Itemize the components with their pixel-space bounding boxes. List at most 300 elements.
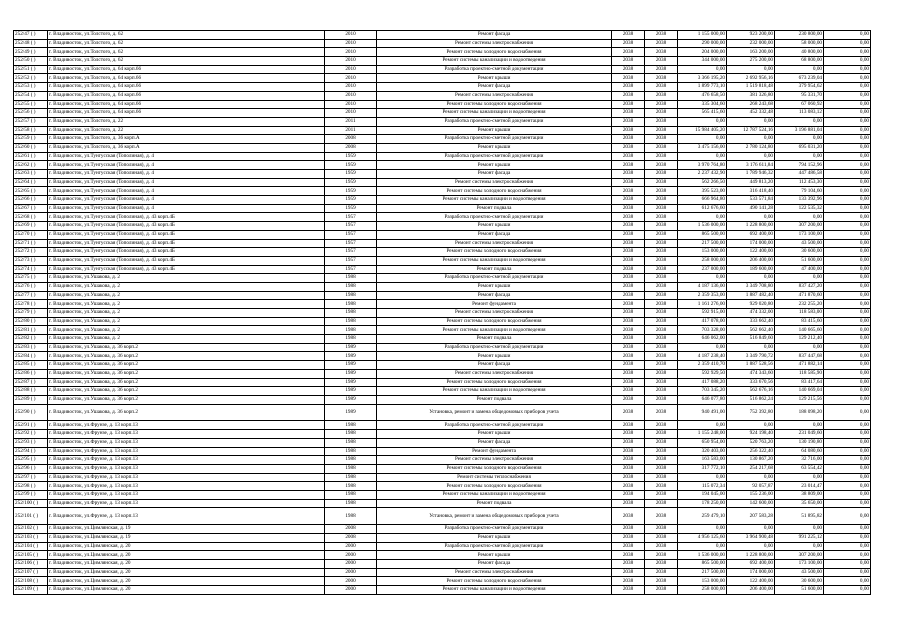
table-row — [14, 499, 871, 508]
fund-cost-cell: 381 326,80 — [727, 91, 775, 100]
total-cost-cell: 592 929,50 — [678, 369, 727, 378]
total-cost-cell: 476 658,50 — [678, 91, 727, 100]
build-year-cell: 2010 — [325, 100, 377, 109]
plan-year-end-cell: 2038 — [645, 135, 678, 144]
work-type-cell: Ремонт крыши — [377, 352, 612, 361]
work-type-cell: Ремонт системы холодного водоснабжения — [377, 187, 612, 196]
work-type-cell: Ремонт крыши — [377, 282, 612, 291]
build-year-cell: 1988 — [325, 430, 377, 439]
address-cell: г. Владивосток, ул.Ушакова, д. 2 — [48, 326, 325, 335]
owners-cost-cell: 307 200,00 — [775, 551, 824, 560]
owners-cost-cell: 0,00 — [775, 274, 824, 283]
owners-cost-cell: 43 500,00 — [775, 568, 824, 577]
other-cost-cell: 0,00 — [824, 551, 871, 560]
plan-year-start-cell: 2038 — [612, 135, 645, 144]
row-id-cell: 252/49 ( ) — [14, 48, 48, 57]
row-id-cell: 252/95 ( ) — [14, 456, 48, 465]
owners-cost-cell: 140 665,60 — [775, 326, 824, 335]
table-row — [14, 126, 871, 135]
owners-cost-cell: 0,00 — [775, 65, 824, 74]
address-cell: г. Владивосток, ул.Тунгусская (Тополиная), д. 43 корп.4Б — [48, 213, 325, 222]
fund-cost-cell: 92 057,87 — [727, 482, 775, 491]
plan-year-start-cell: 2038 — [612, 65, 645, 74]
other-cost-cell: 0,00 — [824, 335, 871, 344]
fund-cost-cell: 0,00 — [727, 152, 775, 161]
other-cost-cell: 0,00 — [824, 187, 871, 196]
work-type-cell: Ремонт системы холодного водоснабжения — [377, 577, 612, 586]
owners-cost-cell: 129 212,40 — [775, 335, 824, 344]
build-year-cell: 1988 — [325, 326, 377, 335]
plan-year-start-cell: 2038 — [612, 438, 645, 447]
fund-cost-cell: 0,00 — [727, 274, 775, 283]
plan-year-end-cell: 2038 — [645, 57, 678, 66]
build-year-cell: 1959 — [325, 161, 377, 170]
plan-year-end-cell: 2038 — [645, 170, 678, 179]
total-cost-cell: 417 078,00 — [678, 317, 727, 326]
address-cell: г. Владивосток, ул.Фрунзе, д. 13 корп.13 — [48, 490, 325, 499]
table-row — [14, 83, 871, 92]
owners-cost-cell: 122 535,32 — [775, 204, 824, 213]
row-id-cell: 252/76 ( ) — [14, 282, 48, 291]
address-cell: г. Владивосток, ул.Тунгусская (Тополиная), д. 4 — [48, 187, 325, 196]
plan-year-end-cell: 2038 — [645, 300, 678, 309]
plan-year-end-cell: 2038 — [645, 239, 678, 248]
row-id-cell: 252/72 ( ) — [14, 248, 48, 257]
table-row — [14, 438, 871, 447]
address-cell: г. Владивосток, ул.Тунгусская (Тополиная), д. 43 корп.4Б — [48, 230, 325, 239]
row-id-cell: 252/107 ( ) — [14, 568, 48, 577]
plan-year-end-cell: 2038 — [645, 326, 678, 335]
owners-cost-cell: 23 014,47 — [775, 482, 824, 491]
fund-cost-cell: 490 141,28 — [727, 204, 775, 213]
work-type-cell: Ремонт системы канализации и водоотведения — [377, 57, 612, 66]
table-row — [14, 473, 871, 482]
plan-year-end-cell: 2038 — [645, 74, 678, 83]
total-cost-cell: 217 500,00 — [678, 239, 727, 248]
plan-year-start-cell: 2038 — [612, 326, 645, 335]
work-type-cell: Разработка проектно-сметной документации — [377, 421, 612, 430]
build-year-cell: 1988 — [325, 482, 377, 491]
plan-year-end-cell: 2038 — [645, 143, 678, 152]
owners-cost-cell: 3 196 881,04 — [775, 126, 824, 135]
row-id-cell: 252/90 ( ) — [14, 404, 48, 421]
plan-year-end-cell: 2038 — [645, 542, 678, 551]
other-cost-cell: 0,00 — [824, 48, 871, 57]
total-cost-cell: 163 583,00 — [678, 456, 727, 465]
address-cell: г. Владивосток, ул.Цимлянская, д. 20 — [48, 542, 325, 551]
work-type-cell: Ремонт подвала — [377, 204, 612, 213]
owners-cost-cell: 794 152,96 — [775, 161, 824, 170]
fund-cost-cell: 189 600,00 — [727, 265, 775, 274]
row-id-cell: 252/99 ( ) — [14, 490, 48, 499]
build-year-cell: 1959 — [325, 152, 377, 161]
table-body — [14, 31, 871, 595]
plan-year-start-cell: 2038 — [612, 291, 645, 300]
plan-year-end-cell: 2038 — [645, 361, 678, 370]
build-year-cell: 2008 — [325, 143, 377, 152]
plan-year-start-cell: 2038 — [612, 309, 645, 318]
fund-cost-cell: 1 228 800,00 — [727, 222, 775, 231]
address-cell: г. Владивосток, ул.Ушакова, д. 2 — [48, 274, 325, 283]
table-row — [14, 109, 871, 118]
build-year-cell: 1989 — [325, 378, 377, 387]
fund-cost-cell: 130 867,20 — [727, 456, 775, 465]
work-type-cell: Ремонт системы электроснабжения — [377, 309, 612, 318]
total-cost-cell: 0,00 — [678, 542, 727, 551]
total-cost-cell: 1 536 000,00 — [678, 222, 727, 231]
address-cell: г. Владивосток, ул.Ушакова, д. 36 корп.2 — [48, 352, 325, 361]
total-cost-cell: 115 072,34 — [678, 482, 727, 491]
table-row — [14, 152, 871, 161]
owners-cost-cell: 0,00 — [775, 525, 824, 534]
work-type-cell: Ремонт системы теплоснабжения — [377, 473, 612, 482]
fund-cost-cell: 1 887 528,56 — [727, 361, 775, 370]
other-cost-cell: 0,00 — [824, 256, 871, 265]
build-year-cell: 1959 — [325, 178, 377, 187]
build-year-cell: 2000 — [325, 551, 377, 560]
plan-year-start-cell: 2038 — [612, 196, 645, 205]
total-cost-cell: 0,00 — [678, 117, 727, 126]
other-cost-cell: 0,00 — [824, 161, 871, 170]
other-cost-cell: 0,00 — [824, 100, 871, 109]
plan-year-end-cell: 2038 — [645, 490, 678, 499]
plan-year-end-cell: 2038 — [645, 265, 678, 274]
plan-year-end-cell: 2038 — [645, 65, 678, 74]
address-cell: г. Владивосток, ул.Фрунзе, д. 13 корп.13 — [48, 482, 325, 491]
other-cost-cell: 0,00 — [824, 586, 871, 595]
other-cost-cell: 0,00 — [824, 490, 871, 499]
plan-year-start-cell: 2038 — [612, 387, 645, 396]
plan-year-start-cell: 2038 — [612, 361, 645, 370]
total-cost-cell: 4 956 125,60 — [678, 533, 727, 542]
row-id-cell: 252/89 ( ) — [14, 395, 48, 404]
table-row — [14, 222, 871, 231]
total-cost-cell: 194 045,00 — [678, 490, 727, 499]
owners-cost-cell: 112 453,30 — [775, 178, 824, 187]
build-year-cell: 2008 — [325, 525, 377, 534]
row-id-cell: 252/70 ( ) — [14, 230, 48, 239]
build-year-cell: 1988 — [325, 300, 377, 309]
other-cost-cell: 0,00 — [824, 126, 871, 135]
plan-year-end-cell: 2038 — [645, 48, 678, 57]
build-year-cell: 1957 — [325, 265, 377, 274]
total-cost-cell: 204 000,00 — [678, 48, 727, 57]
other-cost-cell: 0,00 — [824, 464, 871, 473]
build-year-cell: 1959 — [325, 187, 377, 196]
fund-cost-cell: 923 200,00 — [727, 31, 775, 40]
row-id-cell: 252/73 ( ) — [14, 256, 48, 265]
fund-cost-cell: 0,00 — [727, 473, 775, 482]
address-cell: г. Владивосток, ул.Ушакова, д. 36 корп.2 — [48, 404, 325, 421]
build-year-cell: 2000 — [325, 542, 377, 551]
build-year-cell: 1988 — [325, 421, 377, 430]
work-type-cell: Установка, ремонт и замена общедомовых приборов учета — [377, 508, 612, 525]
table-row — [14, 178, 871, 187]
plan-year-start-cell: 2038 — [612, 352, 645, 361]
fund-cost-cell: 254 217,68 — [727, 464, 775, 473]
row-id-cell: 252/83 ( ) — [14, 343, 48, 352]
address-cell: г. Владивосток, ул.Ушакова, д. 36 корп.2 — [48, 369, 325, 378]
row-id-cell: 252/78 ( ) — [14, 300, 48, 309]
owners-cost-cell: 991 225,12 — [775, 533, 824, 542]
row-id-cell: 252/80 ( ) — [14, 317, 48, 326]
row-id-cell: 252/55 ( ) — [14, 100, 48, 109]
address-cell: г. Владивосток, ул.Фрунзе, д. 13 корп.13 — [48, 456, 325, 465]
table-row — [14, 239, 871, 248]
plan-year-start-cell: 2038 — [612, 551, 645, 560]
fund-cost-cell: 692 400,00 — [727, 559, 775, 568]
table-row — [14, 317, 871, 326]
owners-cost-cell: 837 447,68 — [775, 352, 824, 361]
owners-cost-cell: 0,00 — [775, 117, 824, 126]
table-row — [14, 187, 871, 196]
other-cost-cell: 0,00 — [824, 74, 871, 83]
address-cell: г. Владивосток, ул.Тунгусская (Тополиная), д. 43 корп.4Б — [48, 256, 325, 265]
plan-year-end-cell: 2038 — [645, 577, 678, 586]
address-cell: г. Владивосток, ул.Тунгусская (Тополиная), д. 43 корп.4Б — [48, 248, 325, 257]
other-cost-cell: 0,00 — [824, 447, 871, 456]
plan-year-end-cell: 2038 — [645, 559, 678, 568]
owners-cost-cell: 63 554,42 — [775, 464, 824, 473]
row-id-cell: 252/53 ( ) — [14, 83, 48, 92]
row-id-cell: 252/64 ( ) — [14, 178, 48, 187]
owners-cost-cell: 133 392,96 — [775, 196, 824, 205]
plan-year-start-cell: 2038 — [612, 31, 645, 40]
owners-cost-cell: 471 870,60 — [775, 291, 824, 300]
owners-cost-cell: 129 215,56 — [775, 395, 824, 404]
plan-year-start-cell: 2038 — [612, 343, 645, 352]
table-row — [14, 31, 871, 40]
build-year-cell: 1988 — [325, 473, 377, 482]
address-cell: г. Владивосток, ул.Толстого, д. 22 — [48, 117, 325, 126]
total-cost-cell: 335 304,60 — [678, 100, 727, 109]
table-row — [14, 525, 871, 534]
plan-year-end-cell: 2038 — [645, 421, 678, 430]
work-type-cell: Ремонт фасада — [377, 31, 612, 40]
work-type-cell: Ремонт подвала — [377, 335, 612, 344]
plan-year-end-cell: 2038 — [645, 291, 678, 300]
owners-cost-cell: 38 809,00 — [775, 490, 824, 499]
fund-cost-cell: 2 780 124,80 — [727, 143, 775, 152]
plan-year-end-cell: 2038 — [645, 161, 678, 170]
fund-cost-cell: 142 600,00 — [727, 499, 775, 508]
work-type-cell: Ремонт фасада — [377, 361, 612, 370]
table-row — [14, 378, 871, 387]
fund-cost-cell: 3 176 611,84 — [727, 161, 775, 170]
work-type-cell: Разработка проектно-сметной документации — [377, 542, 612, 551]
total-cost-cell: 3 475 156,00 — [678, 143, 727, 152]
table-row — [14, 551, 871, 560]
fund-cost-cell: 163 200,00 — [727, 48, 775, 57]
build-year-cell: 1957 — [325, 213, 377, 222]
table-row — [14, 117, 871, 126]
table-row — [14, 48, 871, 57]
build-year-cell: 2010 — [325, 31, 377, 40]
build-year-cell: 1989 — [325, 361, 377, 370]
plan-year-end-cell: 2038 — [645, 533, 678, 542]
address-cell: г. Владивосток, ул.Цимлянская, д. 19 — [48, 525, 325, 534]
other-cost-cell: 0,00 — [824, 533, 871, 542]
plan-year-end-cell: 2038 — [645, 204, 678, 213]
plan-year-end-cell: 2038 — [645, 109, 678, 118]
other-cost-cell: 0,00 — [824, 473, 871, 482]
plan-year-start-cell: 2038 — [612, 91, 645, 100]
plan-year-start-cell: 2038 — [612, 430, 645, 439]
build-year-cell: 2008 — [325, 135, 377, 144]
other-cost-cell: 0,00 — [824, 499, 871, 508]
address-cell: г. Владивосток, ул.Тунгусская (Тополиная), д. 4 — [48, 204, 325, 213]
fund-cost-cell: 333 670,56 — [727, 378, 775, 387]
row-id-cell: 252/85 ( ) — [14, 361, 48, 370]
other-cost-cell: 0,00 — [824, 57, 871, 66]
total-cost-cell: 562 266,50 — [678, 178, 727, 187]
plan-year-start-cell: 2038 — [612, 222, 645, 231]
other-cost-cell: 0,00 — [824, 31, 871, 40]
address-cell: г. Владивосток, ул.Цимлянская, д. 19 — [48, 533, 325, 542]
address-cell: г. Владивосток, ул.Ушакова, д. 36 корп.2 — [48, 343, 325, 352]
owners-cost-cell: 83 415,60 — [775, 317, 824, 326]
total-cost-cell: 612 676,60 — [678, 204, 727, 213]
plan-year-start-cell: 2038 — [612, 369, 645, 378]
plan-year-start-cell: 2038 — [612, 525, 645, 534]
build-year-cell: 2010 — [325, 74, 377, 83]
plan-year-end-cell: 2038 — [645, 196, 678, 205]
plan-year-end-cell: 2038 — [645, 369, 678, 378]
fund-cost-cell: 174 000,00 — [727, 568, 775, 577]
total-cost-cell: 1 161 276,00 — [678, 300, 727, 309]
work-type-cell: Ремонт системы холодного водоснабжения — [377, 464, 612, 473]
fund-cost-cell: 206 400,00 — [727, 586, 775, 595]
build-year-cell: 1989 — [325, 369, 377, 378]
other-cost-cell: 0,00 — [824, 317, 871, 326]
plan-year-end-cell: 2038 — [645, 395, 678, 404]
other-cost-cell: 0,00 — [824, 152, 871, 161]
plan-year-start-cell: 2038 — [612, 39, 645, 48]
owners-cost-cell: 173 100,00 — [775, 559, 824, 568]
table-row — [14, 65, 871, 74]
plan-year-end-cell: 2038 — [645, 508, 678, 525]
plan-year-start-cell: 2038 — [612, 117, 645, 126]
table-row — [14, 404, 871, 421]
row-id-cell: 252/56 ( ) — [14, 109, 48, 118]
other-cost-cell: 0,00 — [824, 361, 871, 370]
other-cost-cell: 0,00 — [824, 230, 871, 239]
address-cell: г. Владивосток, ул.Толстого, д. 22 — [48, 126, 325, 135]
fund-cost-cell: 122 400,00 — [727, 248, 775, 257]
work-type-cell: Ремонт крыши — [377, 222, 612, 231]
owners-cost-cell: 30 600,00 — [775, 577, 824, 586]
total-cost-cell: 565 415,60 — [678, 109, 727, 118]
plan-year-end-cell: 2038 — [645, 213, 678, 222]
table-row — [14, 74, 871, 83]
fund-cost-cell: 752 392,80 — [727, 404, 775, 421]
table-row — [14, 447, 871, 456]
other-cost-cell: 0,00 — [824, 369, 871, 378]
fund-cost-cell: 474 332,00 — [727, 309, 775, 318]
work-type-cell: Ремонт системы холодного водоснабжения — [377, 248, 612, 257]
plan-year-end-cell: 2038 — [645, 248, 678, 257]
fund-cost-cell: 692 400,00 — [727, 230, 775, 239]
work-type-cell: Ремонт фасада — [377, 559, 612, 568]
total-cost-cell: 0,00 — [678, 525, 727, 534]
work-type-cell: Ремонт крыши — [377, 143, 612, 152]
address-cell: г. Владивосток, ул.Ушакова, д. 2 — [48, 291, 325, 300]
address-cell: г. Владивосток, ул.Ушакова, д. 2 — [48, 282, 325, 291]
table-row — [14, 309, 871, 318]
work-type-cell: Ремонт системы канализации и водоотведения — [377, 196, 612, 205]
total-cost-cell: 0,00 — [678, 274, 727, 283]
plan-year-end-cell: 2038 — [645, 568, 678, 577]
build-year-cell: 1988 — [325, 499, 377, 508]
row-id-cell: 252/109 ( ) — [14, 586, 48, 595]
address-cell: г. Владивосток, ул.Толстого, д. 64 корп.66 — [48, 109, 325, 118]
work-type-cell: Ремонт фундамента — [377, 300, 612, 309]
table-row — [14, 39, 871, 48]
plan-year-start-cell: 2038 — [612, 577, 645, 586]
work-type-cell: Разработка проектно-сметной документации — [377, 117, 612, 126]
row-id-cell: 252/51 ( ) — [14, 65, 48, 74]
row-id-cell: 252/88 ( ) — [14, 387, 48, 396]
plan-year-start-cell: 2038 — [612, 508, 645, 525]
row-id-cell: 252/58 ( ) — [14, 126, 48, 135]
plan-year-start-cell: 2038 — [612, 187, 645, 196]
row-id-cell: 252/93 ( ) — [14, 438, 48, 447]
plan-year-end-cell: 2038 — [645, 222, 678, 231]
plan-year-start-cell: 2038 — [612, 74, 645, 83]
other-cost-cell: 0,00 — [824, 170, 871, 179]
address-cell: г. Владивосток, ул.Тунгусская (Тополиная), д. 43 корп.4Б — [48, 239, 325, 248]
owners-cost-cell: 30 600,00 — [775, 248, 824, 257]
work-type-cell: Ремонт крыши — [377, 161, 612, 170]
total-cost-cell: 0,00 — [678, 343, 727, 352]
build-year-cell: 1988 — [325, 282, 377, 291]
plan-year-end-cell: 2038 — [645, 117, 678, 126]
other-cost-cell: 0,00 — [824, 239, 871, 248]
total-cost-cell: 650 954,00 — [678, 438, 727, 447]
work-type-cell: Ремонт фасада — [377, 438, 612, 447]
fund-cost-cell: 0,00 — [727, 135, 775, 144]
row-id-cell: 252/105 ( ) — [14, 551, 48, 560]
build-year-cell: 1988 — [325, 291, 377, 300]
fund-cost-cell: 0,00 — [727, 343, 775, 352]
other-cost-cell: 0,00 — [824, 83, 871, 92]
other-cost-cell: 0,00 — [824, 343, 871, 352]
row-id-cell: 252/61 ( ) — [14, 152, 48, 161]
row-id-cell: 252/69 ( ) — [14, 222, 48, 231]
total-cost-cell: 2 359 410,70 — [678, 361, 727, 370]
fund-cost-cell: 333 662,40 — [727, 317, 775, 326]
plan-year-start-cell: 2038 — [612, 161, 645, 170]
fund-cost-cell: 256 322,40 — [727, 447, 775, 456]
table-row — [14, 387, 871, 396]
plan-year-end-cell: 2038 — [645, 309, 678, 318]
build-year-cell: 1989 — [325, 404, 377, 421]
table-row — [14, 421, 871, 430]
table-row — [14, 430, 871, 439]
total-cost-cell: 217 500,00 — [678, 568, 727, 577]
plan-year-start-cell: 2038 — [612, 482, 645, 491]
table-row — [14, 395, 871, 404]
row-id-cell: 252/57 ( ) — [14, 117, 48, 126]
total-cost-cell: 3 970 764,80 — [678, 161, 727, 170]
other-cost-cell: 0,00 — [824, 438, 871, 447]
address-cell: г. Владивосток, ул.Ушакова, д. 36 корп.2 — [48, 387, 325, 396]
table-row — [14, 533, 871, 542]
fund-cost-cell: 3 349 708,80 — [727, 282, 775, 291]
fund-cost-cell: 1 228 800,00 — [727, 551, 775, 560]
address-cell: г. Владивосток, ул.Толстого, д. 64 корп.66 — [48, 91, 325, 100]
fund-cost-cell: 0,00 — [727, 542, 775, 551]
